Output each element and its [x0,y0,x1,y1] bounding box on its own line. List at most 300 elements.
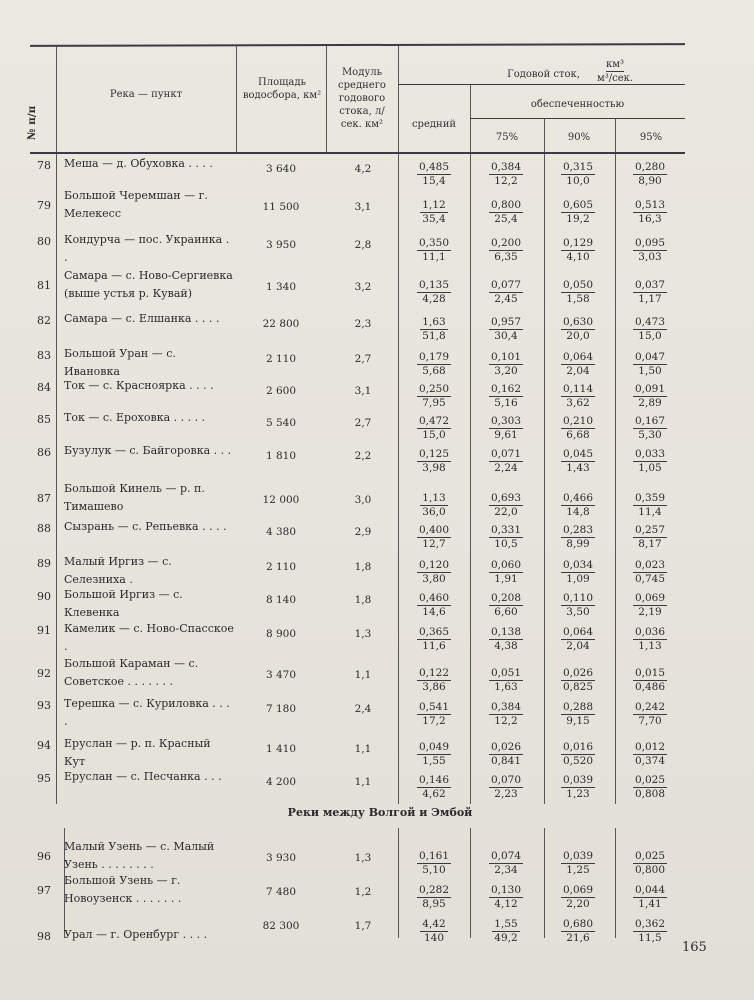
river-point: Большой Иргиз — с. Клевенка [64,588,183,619]
river-point: Большой Уран — с. Ивановка [64,347,176,378]
runoff-km3: 0,365 [418,626,450,638]
runoff-km3: 1,13 [422,492,446,504]
catchment-area: 1 810 [265,450,297,462]
header-divider [398,46,399,152]
runoff-km3: 0,384 [490,161,522,173]
runoff-m3s: 7,95 [422,397,446,409]
runoff-m3s: 3,98 [422,462,446,474]
runoff-km3: 0,485 [418,161,450,173]
runoff-m3s: 14,8 [566,506,590,518]
runoff-m3s: 0,745 [634,573,666,585]
runoff-value [548,383,608,410]
runoff-km3: 0,025 [634,850,666,862]
runoff-value [404,492,464,519]
row-number: 79 [37,199,51,212]
runoff-km3: 0,630 [562,316,594,328]
header-area: Площадь водосбора, км² [242,77,322,101]
runoff-km3: 0,303 [490,415,522,427]
runoff-m3s: 1,05 [638,462,662,474]
row-number: 98 [37,930,51,943]
runoff-module: 2,8 [354,239,372,251]
row-number: 84 [37,381,51,394]
runoff-km3: 0,362 [634,918,666,930]
runoff-value [548,237,608,264]
river-point: Малый Иргиз — с. Селезниха . [64,555,172,586]
runoff-m3s: 7,70 [638,715,662,727]
runoff-km3: 0,039 [562,774,594,786]
runoff-value [548,199,608,226]
row-number: 81 [37,279,51,292]
runoff-value [476,667,536,694]
runoff-km3: 0,034 [562,559,594,571]
row-number: 92 [37,667,51,680]
runoff-value [620,626,680,653]
runoff-m3s: 1,13 [638,640,662,652]
catchment-area: 82 300 [262,920,300,932]
runoff-km3: 0,091 [634,383,666,395]
runoff-module: 3,0 [354,494,372,506]
runoff-value [620,918,680,945]
runoff-km3: 0,693 [490,492,522,504]
row-number: 86 [37,446,51,459]
runoff-value [548,592,608,619]
catchment-area: 3 950 [265,239,297,251]
runoff-km3: 0,280 [634,161,666,173]
runoff-value [548,850,608,877]
runoff-km3: 0,331 [490,524,522,536]
runoff-m3s: 1,43 [566,462,590,474]
row-number: 90 [37,590,51,603]
row-number: 82 [37,314,51,327]
runoff-m3s: 1,50 [638,365,662,377]
runoff-km3: 0,039 [562,850,594,862]
catchment-area: 2 110 [265,561,297,573]
runoff-km3: 0,350 [418,237,450,249]
runoff-m3s: 5,68 [422,365,446,377]
runoff-km3: 0,101 [490,351,522,363]
runoff-value [620,448,680,475]
runoff-value [476,316,536,343]
catchment-area: 7 480 [265,886,297,898]
runoff-value [476,592,536,619]
runoff-km3: 0,250 [418,383,450,395]
runoff-m3s: 6,68 [566,429,590,441]
river-point: Большой Караман — с. Советское . . . . . . . [64,657,199,688]
runoff-km3: 0,680 [562,918,594,930]
river-point: Урал — г. Оренбург . . . . [64,928,208,941]
runoff-km3: 1,63 [422,316,446,328]
runoff-km3: 0,045 [562,448,594,460]
river-point: Терешка — с. Куриловка . . . . [64,697,230,728]
runoff-km3: 0,026 [490,741,522,753]
runoff-value [404,161,464,188]
runoff-km3: 0,400 [418,524,450,536]
header-prob: обеспеченностью [530,99,625,110]
river-point: Ток — с. Ероховка . . . . . [64,411,206,424]
runoff-km3: 0,122 [418,667,450,679]
runoff-module: 1,8 [354,594,372,606]
header-runoff: Годовой сток, [507,69,580,80]
runoff-km3: 0,472 [418,415,450,427]
runoff-km3: 0,315 [562,161,594,173]
runoff-value [476,351,536,378]
runoff-m3s: 2,04 [566,640,590,652]
runoff-km3: 0,200 [490,237,522,249]
runoff-m3s: 0,520 [562,755,594,767]
runoff-km3: 0,208 [490,592,522,604]
runoff-value [404,701,464,728]
runoff-value [476,774,536,801]
runoff-value [620,351,680,378]
river-point: Еруслан — с. Песчанка . . . [64,770,222,783]
runoff-value [620,850,680,877]
body-divider [615,828,616,938]
runoff-m3s: 8,99 [566,538,590,550]
runoff-value [476,279,536,306]
runoff-value [476,237,536,264]
body-divider [544,828,545,938]
runoff-value [620,774,680,801]
runoff-km3: 0,049 [418,741,450,753]
runoff-value [620,741,680,768]
runoff-m3s: 51,8 [422,330,446,342]
runoff-value [476,559,536,586]
runoff-value [404,524,464,551]
runoff-m3s: 30,4 [494,330,518,342]
runoff-m3s: 4,62 [422,788,446,800]
runoff-value [548,884,608,911]
runoff-value [620,316,680,343]
runoff-km3: 0,257 [634,524,666,536]
runoff-value [620,592,680,619]
catchment-area: 4 200 [265,776,297,788]
river-point: Еруслан — р. п. Красный Кут [64,737,211,768]
runoff-m3s: 3,62 [566,397,590,409]
runoff-m3s: 5,10 [422,864,446,876]
row-number: 88 [37,522,51,535]
runoff-km3: 0,071 [490,448,522,460]
catchment-area: 11 500 [262,201,300,213]
runoff-km3: 0,161 [418,850,450,862]
catchment-area: 1 410 [265,743,297,755]
runoff-km3: 0,283 [562,524,594,536]
runoff-km3: 0,473 [634,316,666,328]
runoff-m3s: 8,95 [422,898,446,910]
runoff-m3s: 16,3 [638,213,662,225]
runoff-module: 2,7 [354,417,372,429]
body-divider [398,154,399,804]
body-divider [544,154,545,804]
runoff-value [620,279,680,306]
runoff-m3s: 4,28 [422,293,446,305]
runoff-m3s: 2,19 [638,606,662,618]
runoff-m3s: 1,63 [494,681,518,693]
runoff-value [620,701,680,728]
runoff-m3s: 140 [423,932,445,944]
runoff-km3: 0,210 [562,415,594,427]
river-point: Камелик — с. Ново-Спасское . [64,622,234,653]
runoff-m3s: 1,09 [566,573,590,585]
row-number: 89 [37,557,51,570]
runoff-km3: 0,110 [562,592,594,604]
runoff-m3s: 21,6 [566,932,590,944]
runoff-value [548,667,608,694]
runoff-m3s: 6,35 [494,251,518,263]
runoff-value [404,383,464,410]
runoff-value [548,741,608,768]
runoff-module: 2,4 [354,703,372,715]
runoff-m3s: 10,5 [494,538,518,550]
header-p90: 90% [567,132,591,143]
runoff-m3s: 12,2 [494,175,518,187]
catchment-area: 4 380 [265,526,297,538]
runoff-m3s: 4,38 [494,640,518,652]
runoff-value [620,383,680,410]
runoff-module: 1,8 [354,561,372,573]
runoff-m3s: 35,4 [422,213,446,225]
runoff-m3s: 3,80 [422,573,446,585]
runoff-value [476,415,536,442]
runoff-module: 2,3 [354,318,372,330]
runoff-km3: 0,050 [562,279,594,291]
runoff-m3s: 5,16 [494,397,518,409]
runoff-km3: 0,012 [634,741,666,753]
runoff-km3: 0,016 [562,741,594,753]
runoff-value [476,492,536,519]
runoff-km3: 0,146 [418,774,450,786]
row-number: 85 [37,413,51,426]
runoff-m3s: 20,0 [566,330,590,342]
runoff-m3s: 2,23 [494,788,518,800]
runoff-value [548,351,608,378]
runoff-value [404,237,464,264]
runoff-module: 1,3 [354,628,372,640]
runoff-value [620,884,680,911]
runoff-value [476,626,536,653]
runoff-km3: 0,288 [562,701,594,713]
runoff-km3: 0,242 [634,701,666,713]
runoff-value [620,415,680,442]
catchment-area: 7 180 [265,703,297,715]
runoff-m3s: 25,4 [494,213,518,225]
runoff-value [476,741,536,768]
runoff-km3: 0,513 [634,199,666,211]
header-divider [236,46,237,152]
runoff-km3: 0,120 [418,559,450,571]
runoff-km3: 1,12 [422,199,446,211]
runoff-km3: 0,125 [418,448,450,460]
runoff-value [404,199,464,226]
runoff-value [404,774,464,801]
runoff-m3s: 3,20 [494,365,518,377]
runoff-value [548,524,608,551]
runoff-value [404,316,464,343]
body-divider [470,828,471,938]
runoff-km3: 0,047 [634,351,666,363]
body-divider [470,154,471,804]
runoff-km3: 0,130 [490,884,522,896]
runoff-module: 3,1 [354,385,372,397]
runoff-m3s: 49,2 [494,932,518,944]
runoff-value [476,701,536,728]
river-point: Самара — с. Ново-Сергиевка (выше устья р. Кувай) [64,269,233,300]
catchment-area: 12 000 [262,494,300,506]
river-point: Большой Черемшан — г. Мелекесс [64,189,208,220]
runoff-km3: 0,138 [490,626,522,638]
catchment-area: 2 600 [265,385,297,397]
runoff-km3: 0,037 [634,279,666,291]
row-number: 80 [37,235,51,248]
runoff-km3: 0,064 [562,626,594,638]
runoff-value [548,448,608,475]
runoff-m3s: 2,34 [494,864,518,876]
river-point: Сызрань — с. Репьевка . . . . [64,520,227,533]
runoff-km3: 0,359 [634,492,666,504]
runoff-value [476,850,536,877]
runoff-km3: 0,026 [562,667,594,679]
runoff-module: 2,7 [354,353,372,365]
header-module: Модуль среднего годового стока, л/сек. км² [338,67,386,130]
runoff-km3: 0,179 [418,351,450,363]
runoff-module: 2,2 [354,450,372,462]
runoff-km3: 0,162 [490,383,522,395]
row-number: 95 [37,772,51,785]
runoff-km3: 0,095 [634,237,666,249]
runoff-m3s: 11,6 [422,640,446,652]
catchment-area: 2 110 [265,353,297,365]
runoff-value [404,279,464,306]
runoff-m3s: 9,15 [566,715,590,727]
runoff-km3: 0,069 [562,884,594,896]
river-point: Бузулук — с. Байгоровка . . . [64,444,232,457]
runoff-km3: 0,135 [418,279,450,291]
runoff-m3s: 0,800 [634,864,666,876]
runoff-km3: 0,069 [634,592,666,604]
runoff-m3s: 15,0 [638,330,662,342]
runoff-value [548,415,608,442]
runoff-m3s: 1,23 [566,788,590,800]
runoff-km3: 0,036 [634,626,666,638]
runoff-m3s: 17,2 [422,715,446,727]
row-number: 83 [37,349,51,362]
runoff-value [548,161,608,188]
runoff-km3: 0,129 [562,237,594,249]
runoff-value [404,884,464,911]
body-divider [56,154,57,804]
runoff-m3s: 2,20 [566,898,590,910]
runoff-m3s: 8,90 [638,175,662,187]
runoff-m3s: 1,58 [566,293,590,305]
runoff-m3s: 2,24 [494,462,518,474]
runoff-m3s: 4,12 [494,898,518,910]
runoff-value [476,918,536,945]
header-divider [326,46,327,152]
runoff-m3s: 0,808 [634,788,666,800]
body-divider [398,828,399,938]
header-bottom-rule [30,152,685,154]
runoff-m3s: 4,10 [566,251,590,263]
runoff-m3s: 0,374 [634,755,666,767]
runoff-module: 3,2 [354,281,372,293]
runoff-value [404,415,464,442]
header-runoff-unit [585,58,645,85]
runoff-value [548,626,608,653]
runoff-value [404,448,464,475]
runoff-m3s: 1,41 [638,898,662,910]
runoff-m3s: 6,60 [494,606,518,618]
runoff-m3s: 1,55 [422,755,446,767]
runoff-value [548,316,608,343]
runoff-km3: 0,541 [418,701,450,713]
runoff-km3: 0,064 [562,351,594,363]
runoff-km3: 0,605 [562,199,594,211]
runoff-module: 4,2 [354,163,372,175]
runoff-value [404,741,464,768]
header-divider [56,46,57,152]
runoff-value [404,626,464,653]
river-point: Большой Узень — г. Новоузенск . . . . . . . [64,874,182,905]
runoff-km3: 0,025 [634,774,666,786]
runoff-value [404,559,464,586]
header-p95: 95% [639,132,663,143]
runoff-m3s: 2,89 [638,397,662,409]
runoff-m3s: 36,0 [422,506,446,518]
runoff-value [476,884,536,911]
runoff-m3s: 19,2 [566,213,590,225]
runoff-value [548,774,608,801]
runoff-km3: 0,074 [490,850,522,862]
runoff-value [404,850,464,877]
runoff-value [548,279,608,306]
runoff-m3s: 3,03 [638,251,662,263]
runoff-value [476,524,536,551]
catchment-area: 8 140 [265,594,297,606]
catchment-area: 1 340 [265,281,297,293]
runoff-module: 2,9 [354,526,372,538]
header-subrule [470,118,685,119]
section-title: Реки между Волгой и Эмбой [287,806,473,819]
runoff-m3s: 2,45 [494,293,518,305]
runoff-km3: 0,023 [634,559,666,571]
runoff-value [620,667,680,694]
catchment-area: 3 640 [265,163,297,175]
header-runoff-unit-top: км³ [605,59,625,70]
river-point: Малый Узень — с. Малый Узень . . . . . . . . [64,840,215,871]
river-point: Меша — д. Обуховка . . . . [64,157,213,170]
runoff-m3s: 0,486 [634,681,666,693]
runoff-m3s: 10,0 [566,175,590,187]
header-p75: 75% [495,132,519,143]
runoff-value [620,237,680,264]
runoff-m3s: 2,04 [566,365,590,377]
runoff-value [476,199,536,226]
top-rule [30,43,685,47]
runoff-module: 1,7 [354,920,372,932]
runoff-m3s: 5,30 [638,429,662,441]
runoff-m3s: 0,825 [562,681,594,693]
catchment-area: 5 540 [265,417,297,429]
runoff-module: 1,1 [354,776,372,788]
runoff-value [476,448,536,475]
catchment-area: 8 900 [265,628,297,640]
header-river: Река — пункт [109,89,183,100]
runoff-module: 1,3 [354,852,372,864]
runoff-km3: 0,466 [562,492,594,504]
runoff-km3: 0,060 [490,559,522,571]
river-point: Большой Кинель — р. п. Тимашево [64,482,205,513]
row-number: 96 [37,850,51,863]
runoff-km3: 0,167 [634,415,666,427]
